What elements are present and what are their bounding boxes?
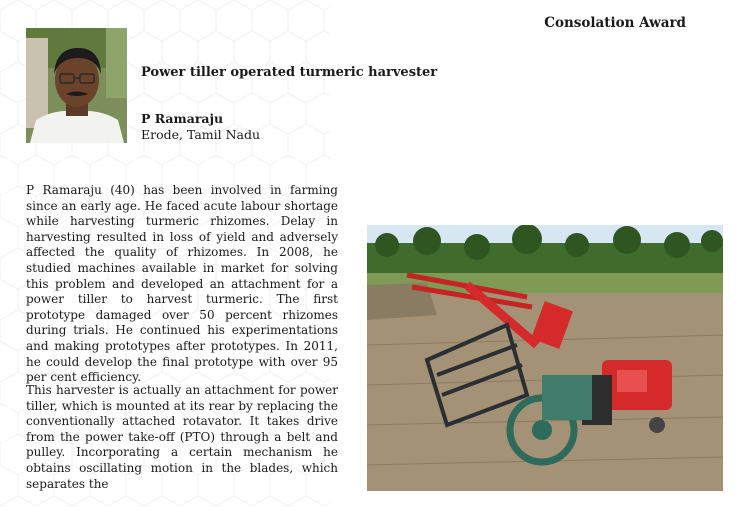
innovator-name: P Ramaraju	[141, 111, 224, 126]
innovator-location: Erode, Tamil Nadu	[141, 127, 261, 142]
body-paragraph-2: This harvester is actually an attachment for power tiller, which is mounted at its rear by replacing the conventionally attached rotavator. It takes drive from the power take-off (PTO) through a belt and pulley. Incorporating a certain mechanism he obtains oscillating motion in the blades, which separates the	[26, 383, 338, 491]
award-label: Consolation Award	[544, 15, 686, 31]
article-title: Power tiller operated turmeric harvester	[141, 65, 438, 80]
harvester-photo	[367, 225, 723, 491]
body-paragraph-1: P Ramaraju (40) has been involved in farming since an early age. He faced acute labour shortage while harvesting turmeric rhizomes. Delay in harvesting resulted in loss of yield and adversely affected the quality of rhizomes. In 2008, he studied machines available in market for solving this problem and developed an attachment for a power tiller to harvest turmeric. The first prototype damaged over 50 percent rhizomes during trials. He continued his experimentations and making prototypes after prototypes. In 2011, he could develop the final prototype with over 95 per cent efficiency.	[26, 183, 338, 385]
innovator-portrait	[26, 28, 127, 143]
